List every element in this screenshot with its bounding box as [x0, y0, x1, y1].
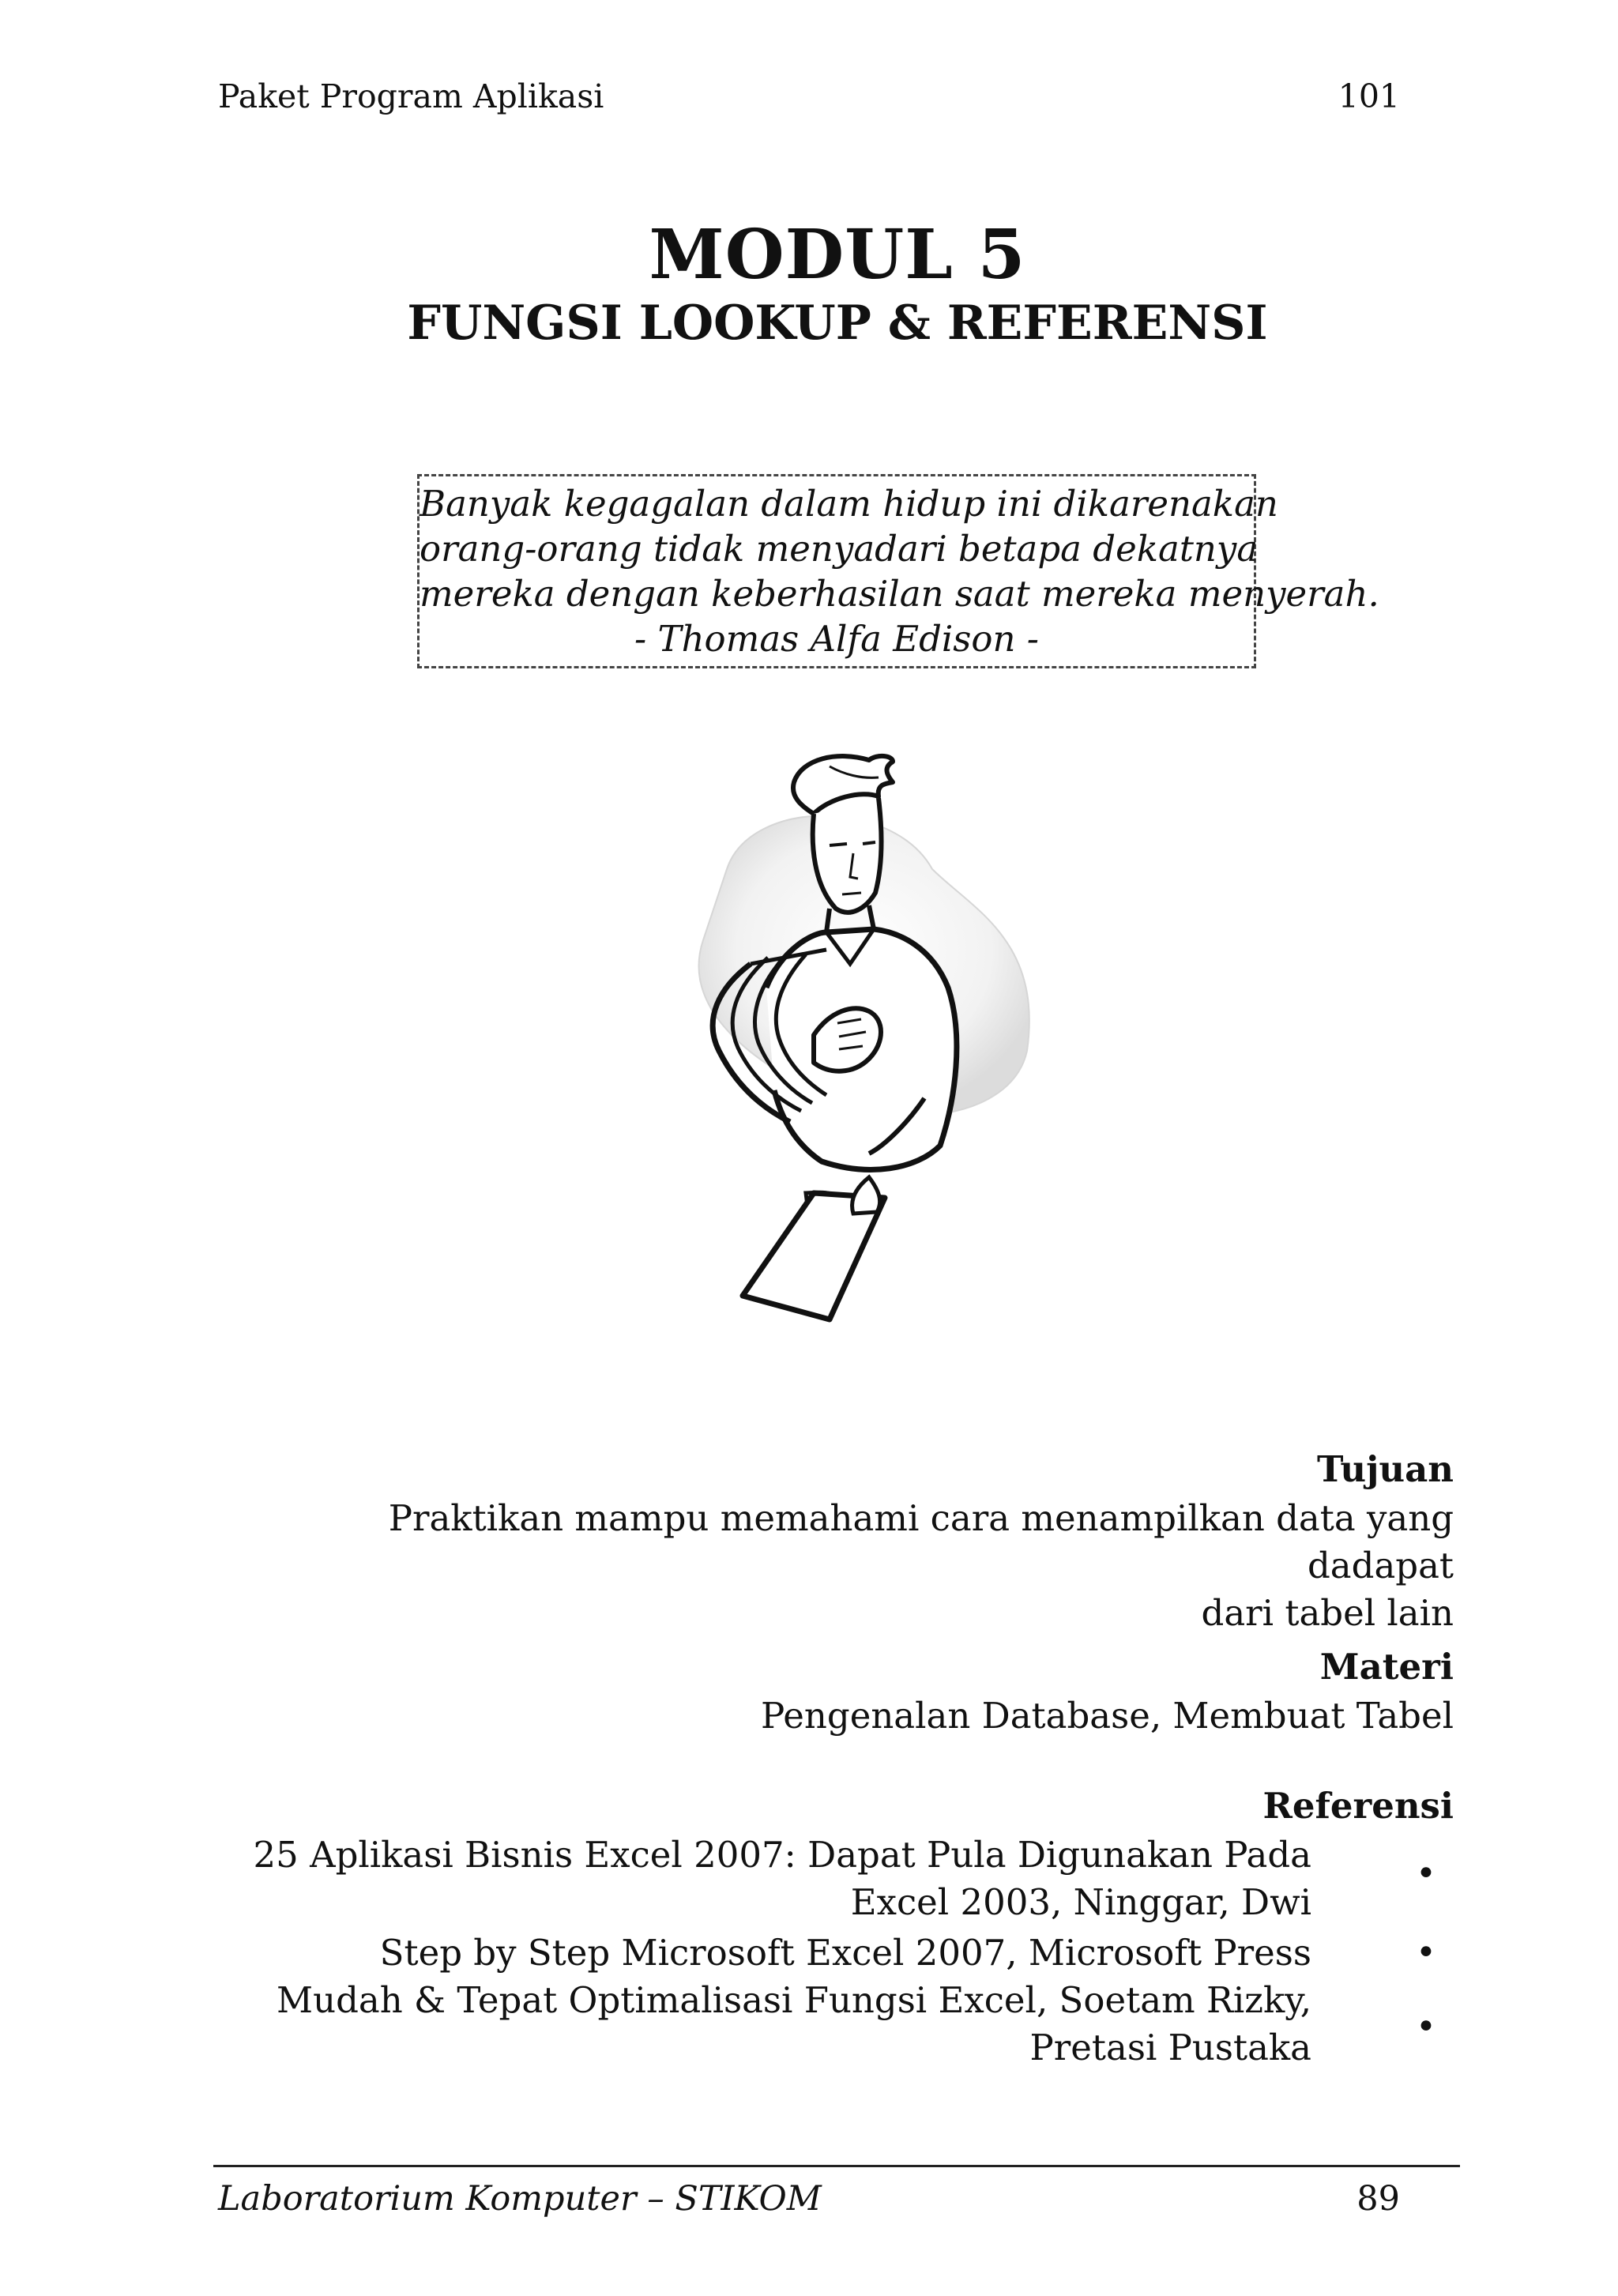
reference-item [205, 1929, 1311, 1977]
reference-line: Excel 2003, Ninggar, Dwi [850, 1881, 1311, 1923]
reference-line: Mudah & Tepat Optimalisasi Fungsi Excel, Soetam Rizky, [277, 1979, 1311, 2021]
quote-box [417, 474, 1379, 668]
running-header-page-number: 101 [1338, 77, 1400, 115]
reference-line: Pretasi Pustaka [1029, 2027, 1311, 2068]
quote-author: - Thomas Alfa Edison - [634, 618, 1039, 660]
bullet-icon: • [1416, 1854, 1436, 1894]
running-header-title: Paket Program Aplikasi [218, 77, 604, 115]
section-heading-referensi: Referensi [1262, 1785, 1454, 1827]
reference-line: 25 Aplikasi Bisnis Excel 2007: Dapat Pula Digunakan Pada [253, 1834, 1311, 1876]
footer-divider [213, 2165, 1460, 2167]
bullet-icon: • [1416, 2007, 1436, 2047]
reference-line: Step by Step Microsoft Excel 2007, Microsoft Press [379, 1932, 1311, 1974]
quote-line: orang-orang tidak menyadari betapa dekatnya [420, 528, 1259, 570]
quote-line: Banyak kegagalan dalam hidup ini dikarenakan [420, 483, 1278, 525]
tujuan-line: dari tabel lain [1201, 1592, 1454, 1634]
footer-page-number: 89 [1356, 2179, 1400, 2219]
section-heading-tujuan: Tujuan [1317, 1448, 1454, 1490]
module-title: MODUL 5 [649, 215, 1026, 295]
tujuan-text [269, 1495, 1454, 1637]
footer-lab-name: Laboratorium Komputer – STIKOM [218, 2179, 822, 2219]
bullet-icon: • [1416, 1933, 1436, 1973]
materi-text: Pengenalan Database, Membuat Tabel [761, 1695, 1454, 1737]
module-subtitle: FUNGSI LOOKUP & REFERENSI [407, 295, 1268, 351]
person-with-papers-illustration [632, 751, 1059, 1335]
section-heading-materi: Materi [1319, 1646, 1454, 1688]
quote-line: mereka dengan keberhasilan saat mereka menyerah. [420, 573, 1379, 615]
tujuan-line: Praktikan mampu memahami cara menampilkan data yang dadapat [388, 1497, 1454, 1586]
reference-item [205, 1977, 1311, 2072]
reference-item [205, 1831, 1311, 1926]
